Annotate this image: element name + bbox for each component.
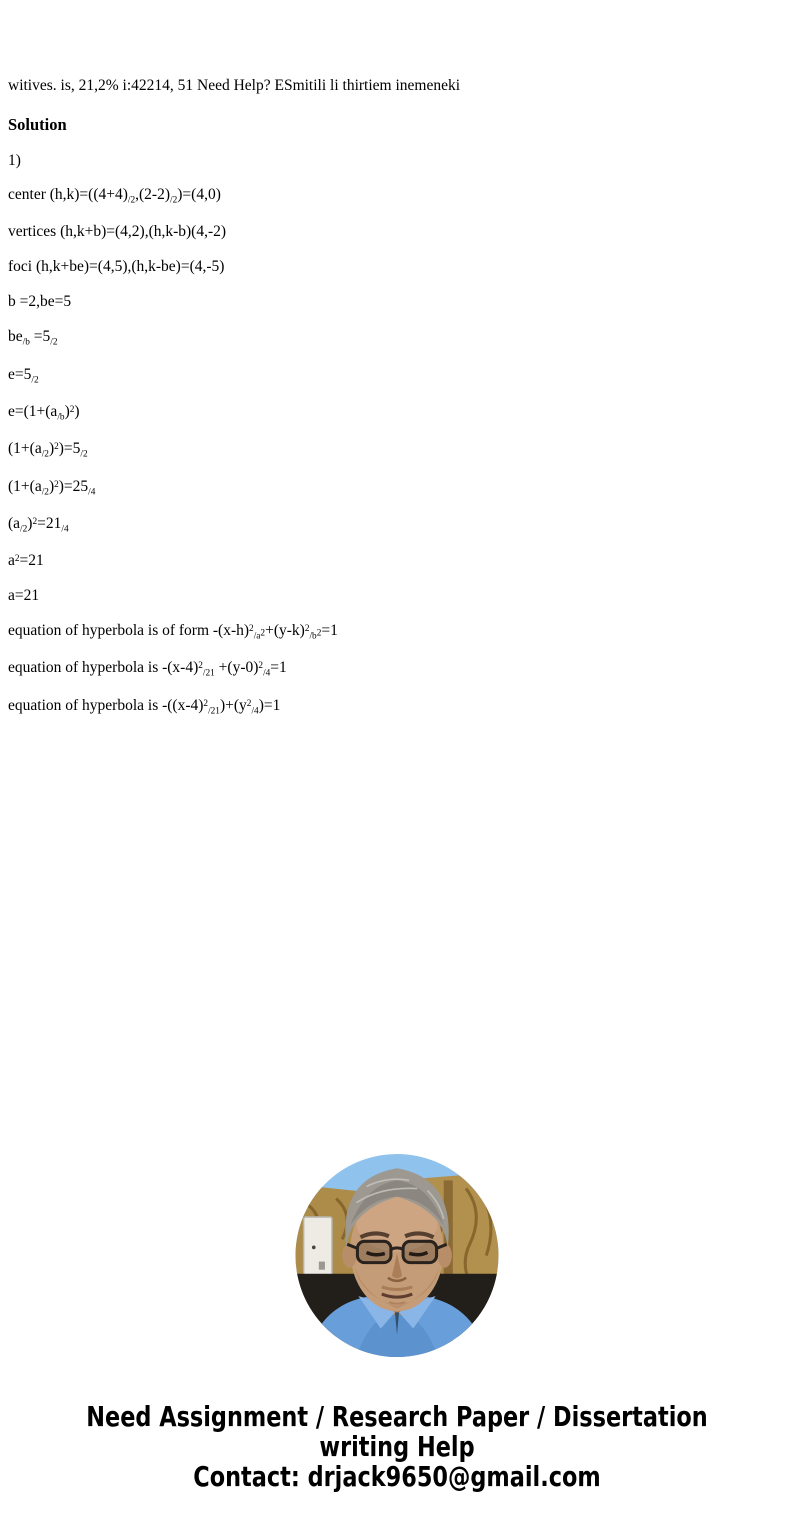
instructor-photo-graphic bbox=[296, 1154, 499, 1357]
footer-banner bbox=[79, 1402, 714, 1492]
solution-heading: Solution bbox=[8, 114, 67, 134]
math-line-eq-25-4: $(1+(a_{/2})^2)=25_{/4}$ bbox=[8, 477, 96, 498]
math-line-hyperbola-eq1: equation of hyperbola is $-(x-4)^2_{/21} +(y-0)^2_{/4}=1$ bbox=[8, 659, 287, 679]
math-line-hyperbola-form: equation of hyperbola is of form $-(x-h)^2_{/a}2+(y-k)^2_{/b}2=1$ bbox=[8, 622, 338, 642]
footer-heading-line2: writing Help bbox=[319, 1430, 475, 1463]
math-line-eq-5-2: $(1+(a_{/2})^2)=5_{/2}$ bbox=[8, 440, 88, 460]
math-line-be-over-b: $be_{/b} =5_{/2}$ bbox=[8, 328, 58, 348]
solution-text-block bbox=[8, 77, 786, 734]
math-line-a-value: a=21 bbox=[8, 587, 40, 605]
math-line-foci: foci (h,k+be)=(4,5),(h,k-be)=(4,-5) bbox=[8, 258, 225, 276]
math-line-a-half-sq: $(a_{/2})^2=21_{/4}$ bbox=[8, 514, 69, 535]
math-line-hyperbola-eq2: equation of hyperbola is $-((x-4)^2_{/21})+(y^2_{/4})=1$ bbox=[8, 696, 281, 717]
instructor-photo bbox=[296, 1154, 499, 1357]
meta-text-line: witives. is, 21,2% i:42214, 51 Need Help? ESmitili li thirtiem inemeneki bbox=[8, 77, 461, 94]
math-line-center: center $(h,k)=((4+4)_{/2},(2-2)_{/2})=(4,0)$ bbox=[8, 186, 221, 206]
math-line-vertices: vertices (h,k+b)=(4,2),(h,k-b)(4,-2) bbox=[8, 223, 227, 241]
footer-contact: Contact: drjack9650@gmail.com bbox=[193, 1460, 601, 1493]
math-line-e-formula: $e=(1+(a_{/b})^2)$ bbox=[8, 402, 80, 423]
math-line-a-squared: $a^2=21$ bbox=[8, 552, 44, 570]
item-number: 1) bbox=[8, 152, 21, 170]
math-line-b-be: b =2,be=5 bbox=[8, 293, 72, 311]
footer-heading-line1: Need Assignment / Research Paper / Dissertation bbox=[86, 1400, 708, 1433]
math-line-e-value: $e=5_{/2}$ bbox=[8, 365, 39, 386]
